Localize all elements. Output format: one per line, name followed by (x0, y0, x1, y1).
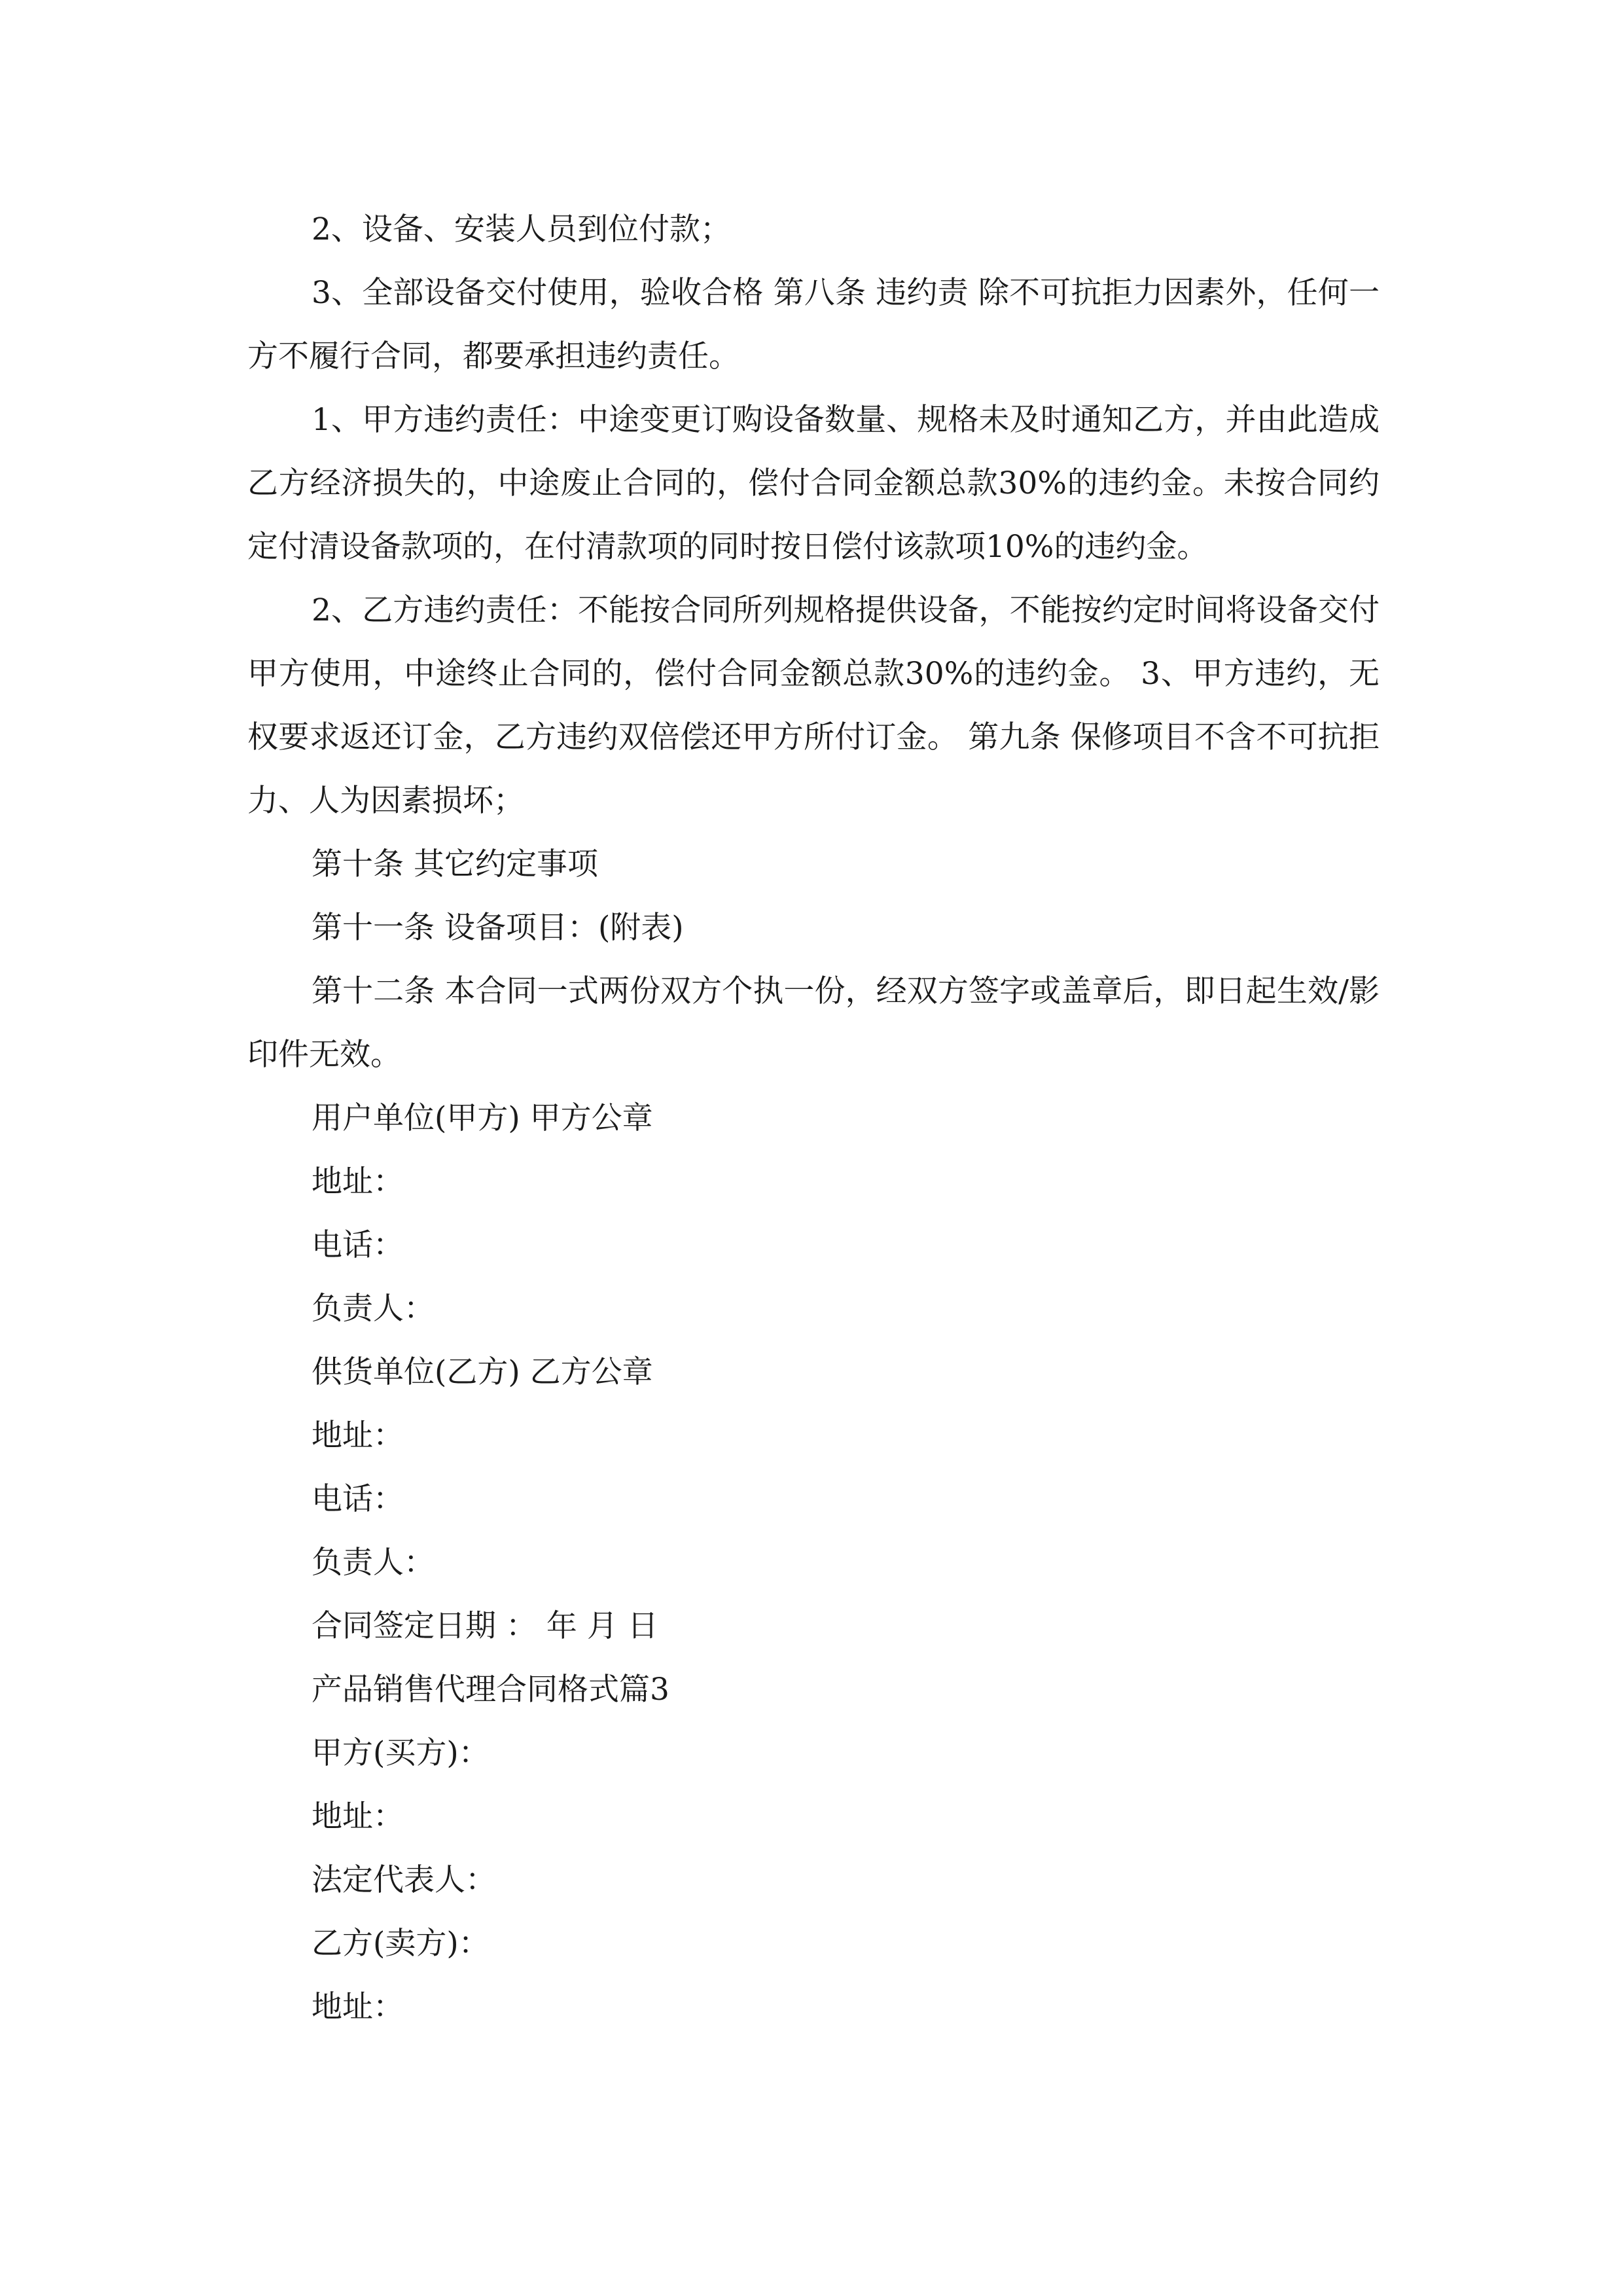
paragraph: 第十条 其它约定事项 (312, 846, 598, 882)
paragraph: 地址： (312, 1799, 404, 1835)
paragraph: 2、乙方违约责任：不能按合同所列规格提供设备，不能按约定时间将设备交付甲方使用，中途终止合同的，偿付合同金额总款30%的违约金。 3、甲方违约，无权要求返还订金，乙方违约双倍偿还甲方所付订金。 第九条 保修项目不含不可抗拒力、人为因素损坏； (247, 592, 1380, 819)
paragraph: 法定代表人： (312, 1862, 496, 1898)
paragraph: 合同签定日期 ： 年 月 日 (312, 1608, 658, 1644)
paragraph: 负责人： (312, 1545, 435, 1581)
paragraph: 供货单位(乙方) 乙方公章 (312, 1354, 653, 1390)
section-heading: 产品销售代理合同格式篇3 (312, 1672, 669, 1708)
paragraph: 地址： (312, 1989, 404, 2025)
paragraph: 地址： (312, 1164, 404, 1200)
paragraph: 地址： (312, 1418, 404, 1454)
paragraph: 负责人： (312, 1291, 435, 1327)
paragraph: 第十一条 设备项目：(附表) (312, 910, 684, 946)
paragraph: 电话： (312, 1227, 404, 1263)
document-body (247, 198, 1380, 2039)
paragraph: 用户单位(甲方) 甲方公章 (312, 1100, 653, 1136)
paragraph: 乙方(卖方)： (312, 1926, 490, 1962)
paragraph: 2、设备、安装人员到位付款； (312, 211, 731, 247)
paragraph: 电话： (312, 1481, 404, 1517)
paragraph: 第十二条 本合同一式两份双方个执一份，经双方签字或盖章后，即日起生效/影印件无效。 (247, 973, 1380, 1073)
paragraph: 甲方(买方)： (312, 1735, 490, 1771)
paragraph: 1、甲方违约责任：中途变更订购设备数量、规格未及时通知乙方，并由此造成乙方经济损失的，中途废止合同的，偿付合同金额总款30%的违约金。未按合同约定付清设备款项的，在付清款项的同时按日偿付该款项10%的违约金。 (247, 402, 1380, 565)
paragraph: 3、全部设备交付使用，验收合格 第八条 违约责 除不可抗拒力因素外，任何一方不履行合同，都要承担违约责任。 (247, 275, 1380, 374)
